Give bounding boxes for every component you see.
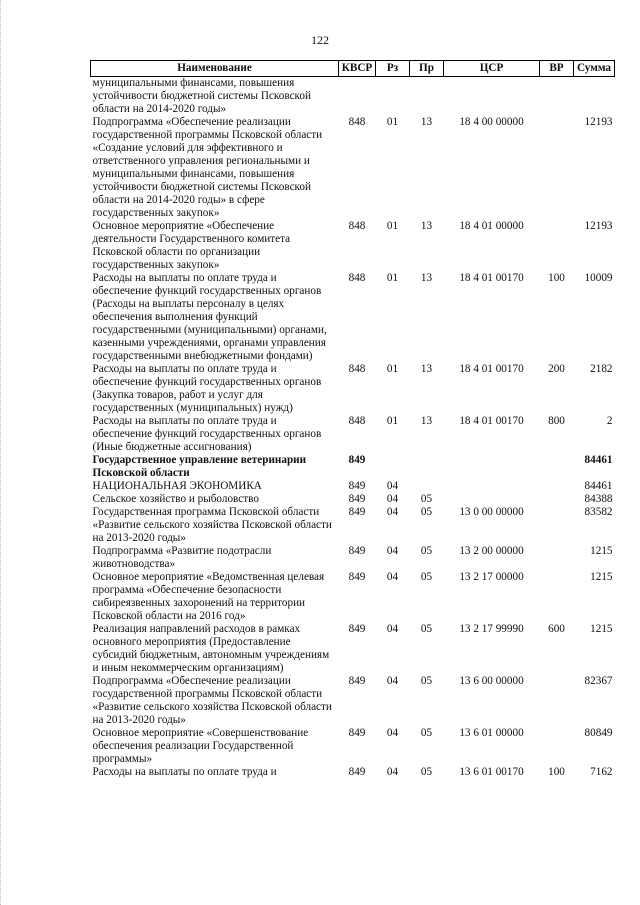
cell-sum: 84461 [584, 454, 613, 466]
cell-vr [540, 675, 574, 727]
cell-kvsr: 849 [348, 766, 366, 778]
cell-pr: 05 [420, 571, 433, 583]
table-row [91, 454, 615, 480]
cell-name: Основное мероприятие «Совершенствование обеспечения реализации Государственной программы» [92, 727, 309, 765]
cell-rz: 01 [386, 363, 399, 375]
cell-kvsr: 849 [348, 623, 366, 635]
cell-kvsr: 848 [348, 415, 366, 427]
table-row [91, 415, 615, 454]
cell-sum: 1215 [590, 623, 613, 635]
table-row [91, 220, 615, 272]
cell-kvsr: 849 [348, 545, 366, 557]
cell-rz: 04 [386, 727, 399, 739]
cell-vr [540, 116, 574, 220]
table-row [91, 480, 615, 493]
cell-name: Сельское хозяйство и рыболовство [92, 493, 259, 505]
cell-pr: 13 [420, 272, 433, 284]
cell-kvsr: 848 [348, 220, 366, 232]
cell-sum: 82367 [584, 675, 613, 687]
header-vr: ВР [540, 61, 574, 77]
cell-rz: 01 [386, 415, 399, 427]
cell-rz: 04 [386, 545, 399, 557]
cell-kvsr: 849 [348, 571, 366, 583]
cell-vr: 100 [548, 272, 565, 284]
cell-csr: 13 2 17 00000 [459, 571, 524, 583]
cell-csr: 18 4 01 00170 [459, 363, 524, 375]
cell-pr: 13 [420, 415, 433, 427]
cell-kvsr [339, 77, 376, 117]
cell-csr: 13 6 00 00000 [459, 675, 524, 687]
scan-edge [0, 0, 3, 905]
table-row [91, 727, 615, 766]
cell-name: Государственная программа Псковской области «Развитие сельского хозяйства Псковской области на 2013-2020 годы» [92, 506, 332, 544]
cell-name: Реализация направлений расходов в рамках основного мероприятия (Предоставление субсидий бюджетным, автономным учреждениям и иным некоммерческим организациям) [92, 623, 330, 674]
table-header-row [91, 61, 615, 77]
header-sum: Сумма [574, 61, 615, 77]
cell-kvsr: 848 [348, 272, 366, 284]
cell-rz: 04 [386, 493, 399, 505]
cell-vr: 200 [548, 363, 565, 375]
cell-sum: 83582 [584, 506, 613, 518]
cell-pr: 05 [420, 545, 433, 557]
cell-vr [540, 480, 574, 493]
cell-rz: 04 [386, 623, 399, 635]
cell-name: Подпрограмма «Обеспечение реализации государственной программы Псковской области «Развитие сельского хозяйства Псковской области на 2013-2020 годы» [92, 675, 332, 726]
cell-sum: 2 [606, 415, 613, 427]
cell-sum: 84388 [584, 493, 613, 505]
cell-csr: 18 4 01 00000 [459, 220, 524, 232]
cell-name: Расходы на выплаты по оплате труда и обеспечение функций государственных органов (Закупка товаров, работ и услуг для государственных (муниципальных) нужд) [92, 363, 322, 414]
header-pr: Пр [410, 61, 444, 77]
cell-kvsr: 849 [348, 454, 366, 466]
cell-name: Государственное управление ветеринарии Псковской области [92, 454, 307, 479]
cell-kvsr: 849 [348, 506, 366, 518]
cell-csr [444, 480, 540, 493]
table-row [91, 363, 615, 415]
cell-vr [540, 571, 574, 623]
cell-pr: 13 [420, 363, 433, 375]
cell-rz: 01 [386, 116, 399, 128]
cell-csr: 18 4 01 00170 [459, 272, 524, 284]
table-body [91, 77, 615, 780]
cell-sum [574, 77, 615, 117]
cell-kvsr: 848 [348, 116, 366, 128]
cell-pr [410, 480, 444, 493]
cell-sum: 1215 [590, 571, 613, 583]
cell-pr: 05 [420, 623, 433, 635]
cell-csr: 13 6 01 00000 [459, 727, 524, 739]
cell-kvsr: 849 [348, 480, 366, 492]
table-row [91, 493, 615, 506]
table-row [91, 766, 615, 779]
cell-vr [540, 506, 574, 545]
cell-rz [376, 77, 410, 117]
cell-csr [444, 493, 540, 506]
cell-name: муниципальными финансами, повышения устойчивости бюджетной системы Псковской области на 2014-2020 годы» [92, 77, 311, 115]
cell-csr: 13 2 17 99990 [459, 623, 524, 635]
header-csr: ЦСР [444, 61, 540, 77]
cell-vr [540, 727, 574, 766]
cell-vr [540, 493, 574, 506]
cell-name: Подпрограмма «Развитие подотрасли животноводства» [92, 545, 272, 570]
cell-vr: 800 [548, 415, 565, 427]
cell-rz: 01 [386, 272, 399, 284]
cell-sum: 84461 [584, 480, 613, 492]
cell-csr: 13 0 00 00000 [459, 506, 524, 518]
cell-pr: 05 [420, 727, 433, 739]
cell-kvsr: 848 [348, 363, 366, 375]
cell-kvsr: 849 [348, 675, 366, 687]
table-row [91, 77, 615, 117]
cell-sum: 7162 [590, 766, 613, 778]
page-number: 122 [311, 33, 329, 47]
cell-pr [410, 454, 444, 480]
cell-pr: 05 [420, 493, 433, 505]
cell-vr [540, 220, 574, 272]
cell-name: Расходы на выплаты по оплате труда и обеспечение функций государственных органов (Расходы на выплаты персоналу в целях обеспечения выполнения функций государственными (муниципальными) органами, казенными учреждениями, органами управления государственными внебюджетными фондами) [92, 272, 327, 362]
cell-name: Расходы на выплаты по оплате труда и [92, 766, 277, 778]
budget-table [90, 60, 615, 779]
cell-name: Подпрограмма «Обеспечение реализации государственной программы Псковской области «Создание условий для эффективного и ответственного управления региональными и муниципальными финансами, повышения устойчивости бюджетной системы Псковской области на 2014-2020 годы» в сфере государственных закупок» [92, 116, 323, 219]
cell-csr: 18 4 00 00000 [459, 116, 524, 128]
cell-name: НАЦИОНАЛЬНАЯ ЭКОНОМИКА [92, 480, 262, 492]
cell-vr [540, 77, 574, 117]
cell-sum: 80849 [584, 727, 613, 739]
cell-kvsr: 849 [348, 493, 366, 505]
table-row [91, 506, 615, 545]
cell-pr: 13 [420, 220, 433, 232]
cell-name: Основное мероприятие «Обеспечение деятельности Государственного комитета Псковской области по организации государственных закупок» [92, 220, 291, 271]
header-name: Наименование [91, 61, 339, 77]
cell-rz: 04 [386, 675, 399, 687]
cell-pr: 05 [420, 766, 433, 778]
header-rz: Рз [376, 61, 410, 77]
cell-rz: 04 [386, 506, 399, 518]
cell-kvsr: 849 [348, 727, 366, 739]
cell-pr: 13 [420, 116, 433, 128]
cell-csr: 13 6 01 00170 [459, 766, 524, 778]
cell-sum: 12193 [584, 220, 613, 232]
cell-sum: 12193 [584, 116, 613, 128]
table-row [91, 116, 615, 220]
cell-csr [444, 77, 540, 117]
cell-pr: 05 [420, 506, 433, 518]
table-row [91, 675, 615, 727]
cell-name: Расходы на выплаты по оплате труда и обеспечение функций государственных органов (Иные бюджетные ассигнования) [92, 415, 322, 453]
cell-vr [540, 454, 574, 480]
cell-csr: 18 4 01 00170 [459, 415, 524, 427]
cell-csr: 13 2 00 00000 [459, 545, 524, 557]
table-row [91, 545, 615, 571]
cell-vr [540, 545, 574, 571]
cell-rz: 04 [386, 766, 399, 778]
cell-rz: 01 [386, 220, 399, 232]
cell-rz: 04 [386, 571, 399, 583]
cell-rz: 04 [386, 480, 399, 492]
cell-rz [376, 454, 410, 480]
cell-vr: 600 [548, 623, 565, 635]
header-kvsr: КВСР [339, 61, 376, 77]
cell-sum: 2182 [590, 363, 613, 375]
table-row [91, 623, 615, 675]
cell-pr: 05 [420, 675, 433, 687]
cell-name: Основное мероприятие «Ведомственная целевая программа «Обеспечение безопасности сибиреязвенных захоронений на территории Псковской области на 2016 год» [92, 571, 325, 622]
cell-sum: 1215 [590, 545, 613, 557]
cell-sum: 10009 [584, 272, 613, 284]
cell-pr [410, 77, 444, 117]
table-row [91, 571, 615, 623]
cell-vr: 100 [548, 766, 565, 778]
table-row [91, 272, 615, 363]
cell-csr [444, 454, 540, 480]
